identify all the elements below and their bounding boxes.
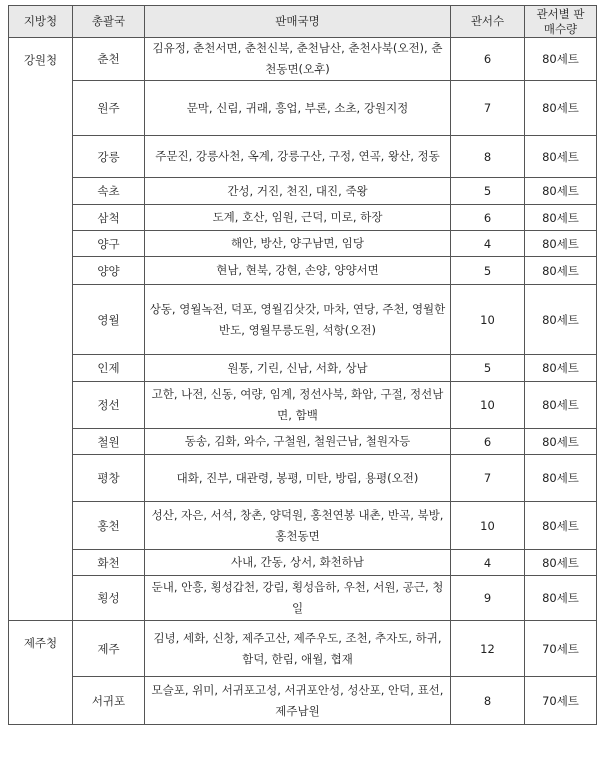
sales-table-container [8,5,597,725]
header-region: 지방청 [9,6,73,38]
table-row [9,38,597,81]
count-cell: 6 [451,205,525,231]
table-row [9,677,597,725]
count-cell: 5 [451,178,525,205]
sales-names-cell: 동송, 김화, 와수, 구철원, 철원근남, 철원자등 [145,429,451,455]
region-cell: 강원청 [9,38,73,621]
quantity-cell: 80세트 [525,285,597,355]
sales-names-cell: 대화, 진부, 대관령, 봉평, 미탄, 방림, 용평(오전) [145,455,451,502]
office-cell: 제주 [73,621,145,677]
office-cell: 양구 [73,231,145,257]
table-row [9,205,597,231]
sales-names-cell: 성산, 자은, 서석, 창촌, 양덕원, 홍천연봉 내촌, 반곡, 북방, 홍천동면 [145,502,451,550]
quantity-cell: 70세트 [525,677,597,725]
office-cell: 속초 [73,178,145,205]
sales-names-cell: 김녕, 세화, 신창, 제주고산, 제주우도, 조천, 추자도, 하귀, 함덕, 한림, 애월, 협재 [145,621,451,677]
sales-names-cell: 둔내, 안흥, 횡성갑천, 강림, 횡성읍하, 우천, 서원, 공근, 청일 [145,576,451,621]
sales-names-cell: 도계, 호산, 임원, 근덕, 미로, 하장 [145,205,451,231]
office-cell: 서귀포 [73,677,145,725]
header-office: 총괄국 [73,6,145,38]
office-cell: 강릉 [73,136,145,178]
table-row [9,455,597,502]
office-cell: 횡성 [73,576,145,621]
table-row [9,81,597,136]
table-row [9,429,597,455]
sales-names-cell: 문막, 신림, 귀래, 흥업, 부론, 소초, 강원지정 [145,81,451,136]
count-cell: 7 [451,455,525,502]
sales-names-cell: 현남, 현북, 강현, 손양, 양양서면 [145,257,451,285]
quantity-cell: 80세트 [525,257,597,285]
office-cell: 영월 [73,285,145,355]
office-cell: 화천 [73,550,145,576]
quantity-cell: 80세트 [525,81,597,136]
count-cell: 9 [451,576,525,621]
header-row [9,6,597,38]
sales-names-cell: 사내, 간동, 상서, 화천하남 [145,550,451,576]
count-cell: 4 [451,550,525,576]
quantity-cell: 80세트 [525,38,597,81]
table-row [9,285,597,355]
table-row [9,576,597,621]
sales-names-cell: 상동, 영월녹전, 덕포, 영월김삿갓, 마차, 연당, 주천, 영월한반도, 영월무릉도원, 석항(오전) [145,285,451,355]
header-quantity: 관서별 판매수량 [525,6,597,38]
header-sales-names: 판매국명 [145,6,451,38]
region-cell: 제주청 [9,621,73,725]
sales-office-table [8,5,597,725]
table-row [9,178,597,205]
office-cell: 삼척 [73,205,145,231]
quantity-cell: 80세트 [525,502,597,550]
count-cell: 4 [451,231,525,257]
quantity-cell: 70세트 [525,621,597,677]
office-cell: 원주 [73,81,145,136]
quantity-cell: 80세트 [525,355,597,382]
count-cell: 8 [451,136,525,178]
sales-names-cell: 원통, 기린, 신남, 서화, 상남 [145,355,451,382]
header-office-count: 관서수 [451,6,525,38]
sales-names-cell: 주문진, 강릉사천, 옥계, 강릉구산, 구정, 연곡, 왕산, 정동 [145,136,451,178]
table-row [9,382,597,429]
sales-names-cell: 고한, 나전, 신동, 여량, 임계, 정선사북, 화암, 구절, 정선남면, 함백 [145,382,451,429]
table-row [9,355,597,382]
office-cell: 정선 [73,382,145,429]
quantity-cell: 80세트 [525,382,597,429]
quantity-cell: 80세트 [525,550,597,576]
sales-names-cell: 간성, 거진, 천진, 대진, 죽왕 [145,178,451,205]
count-cell: 10 [451,285,525,355]
quantity-cell: 80세트 [525,576,597,621]
table-row [9,136,597,178]
sales-names-cell: 모슬포, 위미, 서귀포고성, 서귀포안성, 성산포, 안덕, 표선, 제주남원 [145,677,451,725]
quantity-cell: 80세트 [525,231,597,257]
office-cell: 평창 [73,455,145,502]
count-cell: 6 [451,38,525,81]
count-cell: 12 [451,621,525,677]
office-cell: 홍천 [73,502,145,550]
table-row [9,621,597,677]
office-cell: 인제 [73,355,145,382]
quantity-cell: 80세트 [525,429,597,455]
count-cell: 5 [451,355,525,382]
quantity-cell: 80세트 [525,455,597,502]
table-row [9,257,597,285]
quantity-cell: 80세트 [525,136,597,178]
quantity-cell: 80세트 [525,205,597,231]
table-row [9,502,597,550]
count-cell: 10 [451,382,525,429]
count-cell: 7 [451,81,525,136]
quantity-cell: 80세트 [525,178,597,205]
count-cell: 5 [451,257,525,285]
sales-names-cell: 해안, 방산, 양구남면, 임당 [145,231,451,257]
table-row [9,231,597,257]
office-cell: 춘천 [73,38,145,81]
count-cell: 6 [451,429,525,455]
count-cell: 8 [451,677,525,725]
sales-names-cell: 김유정, 춘천서면, 춘천신북, 춘천남산, 춘천사북(오전), 춘천동면(오후) [145,38,451,81]
office-cell: 양양 [73,257,145,285]
office-cell: 철원 [73,429,145,455]
table-row [9,550,597,576]
count-cell: 10 [451,502,525,550]
